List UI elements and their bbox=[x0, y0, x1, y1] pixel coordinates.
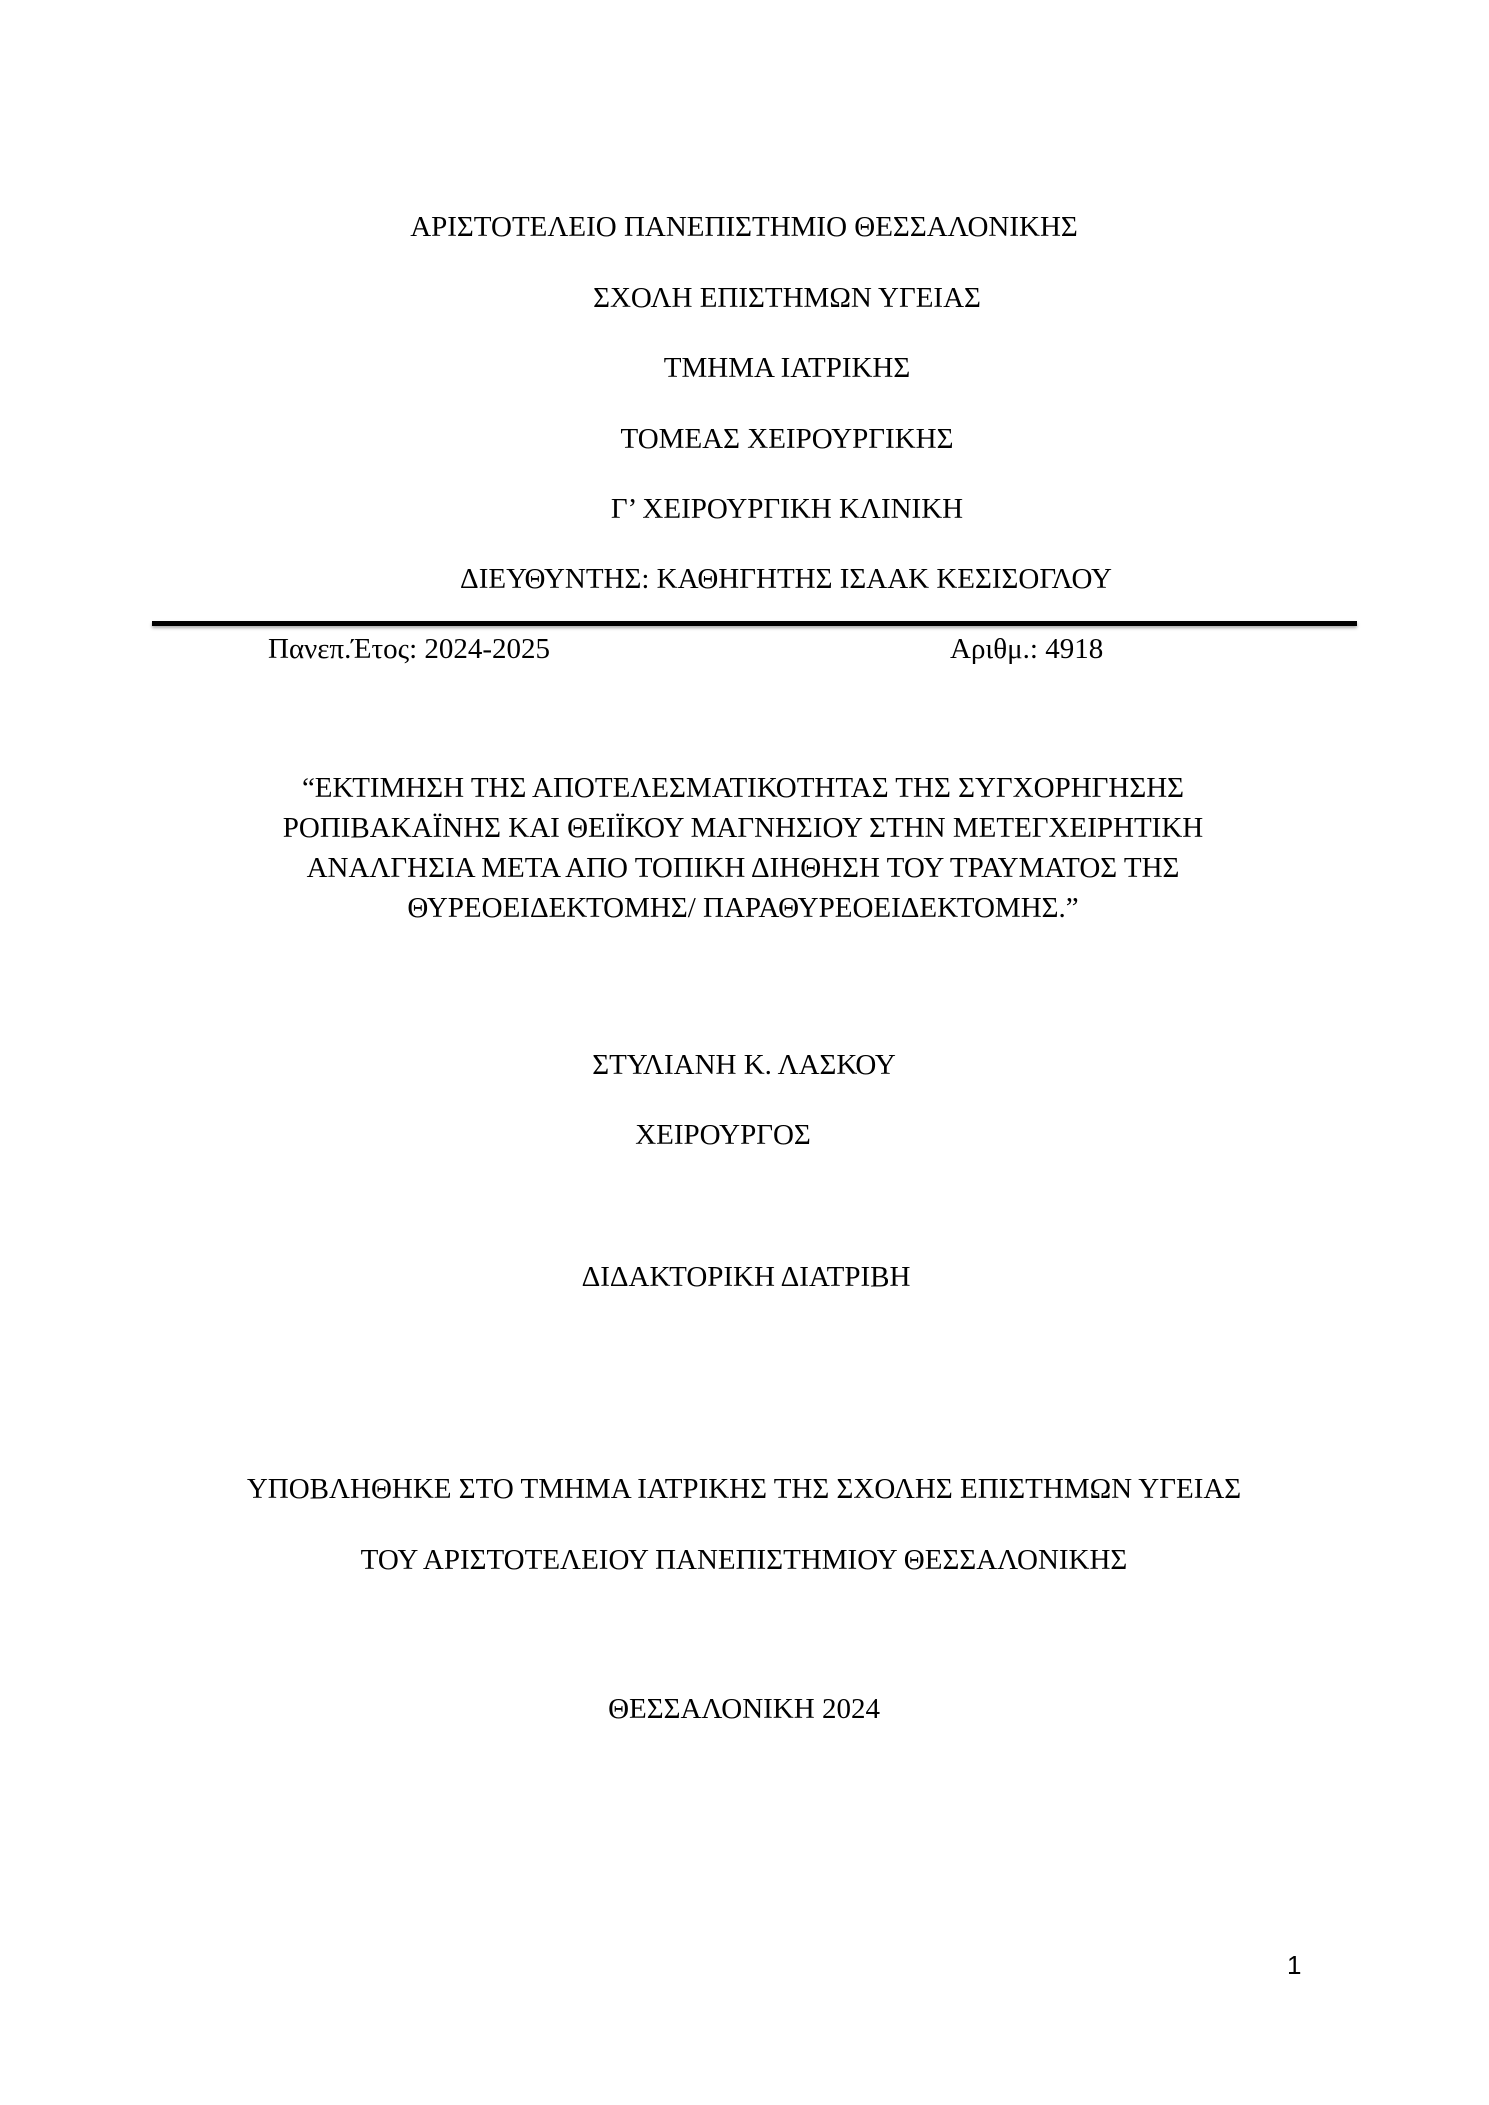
clinic-name: Γ’ ΧΕΙΡΟΥΡΓΙΚΗ ΚΛΙΝΙΚΗ bbox=[610, 493, 964, 525]
thesis-title-line: ΑΝΑΛΓΗΣΙΑ ΜΕΤΑ ΑΠΟ ΤΟΠΙΚΗ ΔΙΗΘΗΣΗ ΤΟΥ ΤΡΑΥΜΑΤΟΣ ΤΗΣ bbox=[306, 852, 1180, 884]
academic-year: Πανεπ.Έτος: 2024-2025 bbox=[268, 633, 551, 665]
sector-name: ΤΟΜΕΑΣ ΧΕΙΡΟΥΡΓΙΚΗΣ bbox=[620, 423, 954, 455]
page-number: 1 bbox=[1287, 1950, 1302, 1980]
place-year: ΘΕΣΣΑΛΟΝΙΚΗ 2024 bbox=[608, 1693, 880, 1725]
document-number: Αριθμ.: 4918 bbox=[950, 633, 1104, 665]
thesis-title bbox=[185, 768, 1301, 928]
university-name: ΑΡΙΣΤΟΤΕΛΕΙΟ ΠΑΝΕΠΙΣΤΗΜΙΟ ΘΕΣΣΑΛΟΝΙΚΗΣ bbox=[410, 211, 1078, 243]
thesis-title-line: ΡΟΠΙΒΑΚΑΪΝΗΣ ΚΑΙ ΘΕΙΪΚΟΥ ΜΑΓΝΗΣΙΟΥ ΣΤΗΝ ΜΕΤΕΓΧΕΙΡΗΤΙΚΗ bbox=[282, 812, 1204, 844]
header-divider bbox=[152, 621, 1357, 626]
document-type: ΔΙΔΑΚΤΟΡΙΚΗ ΔΙΑΤΡΙΒΗ bbox=[581, 1261, 911, 1293]
school-name: ΣΧΟΛΗ ΕΠΙΣΤΗΜΩΝ ΥΓΕΙΑΣ bbox=[593, 282, 981, 314]
author-profession: ΧΕΙΡΟΥΡΓΟΣ bbox=[635, 1119, 811, 1151]
thesis-title-line: ΘΥΡΕΟΕΙΔΕΚΤΟΜΗΣ/ ΠΑΡΑΘΥΡΕΟΕΙΔΕΚΤΟΜΗΣ.” bbox=[407, 892, 1079, 924]
thesis-title-line: “ΕΚΤΙΜΗΣΗ ΤΗΣ ΑΠΟΤΕΛΕΣΜΑΤΙΚΟΤΗΤΑΣ ΤΗΣ ΣΥΓΧΟΡΗΓΗΣΗΣ bbox=[301, 772, 1185, 804]
submission-line-1: ΥΠΟΒΛΗΘΗΚΕ ΣΤΟ ΤΜΗΜΑ ΙΑΤΡΙΚΗΣ ΤΗΣ ΣΧΟΛΗΣ ΕΠΙΣΤΗΜΩΝ ΥΓΕΙΑΣ bbox=[246, 1473, 1242, 1505]
submission-line-2: ΤΟΥ ΑΡΙΣΤΟΤΕΛΕΙΟΥ ΠΑΝΕΠΙΣΤΗΜΙΟΥ ΘΕΣΣΑΛΟΝΙΚΗΣ bbox=[360, 1544, 1128, 1576]
department-name: ΤΜΗΜΑ ΙΑΤΡΙΚΗΣ bbox=[663, 352, 911, 384]
author-name: ΣΤΥΛΙΑΝΗ Κ. ΛΑΣΚΟΥ bbox=[592, 1049, 896, 1081]
director-line: ΔΙΕΥΘΥΝΤΗΣ: ΚΑΘΗΓΗΤΗΣ ΙΣΑΑΚ ΚΕΣΙΣΟΓΛΟΥ bbox=[460, 563, 1112, 595]
